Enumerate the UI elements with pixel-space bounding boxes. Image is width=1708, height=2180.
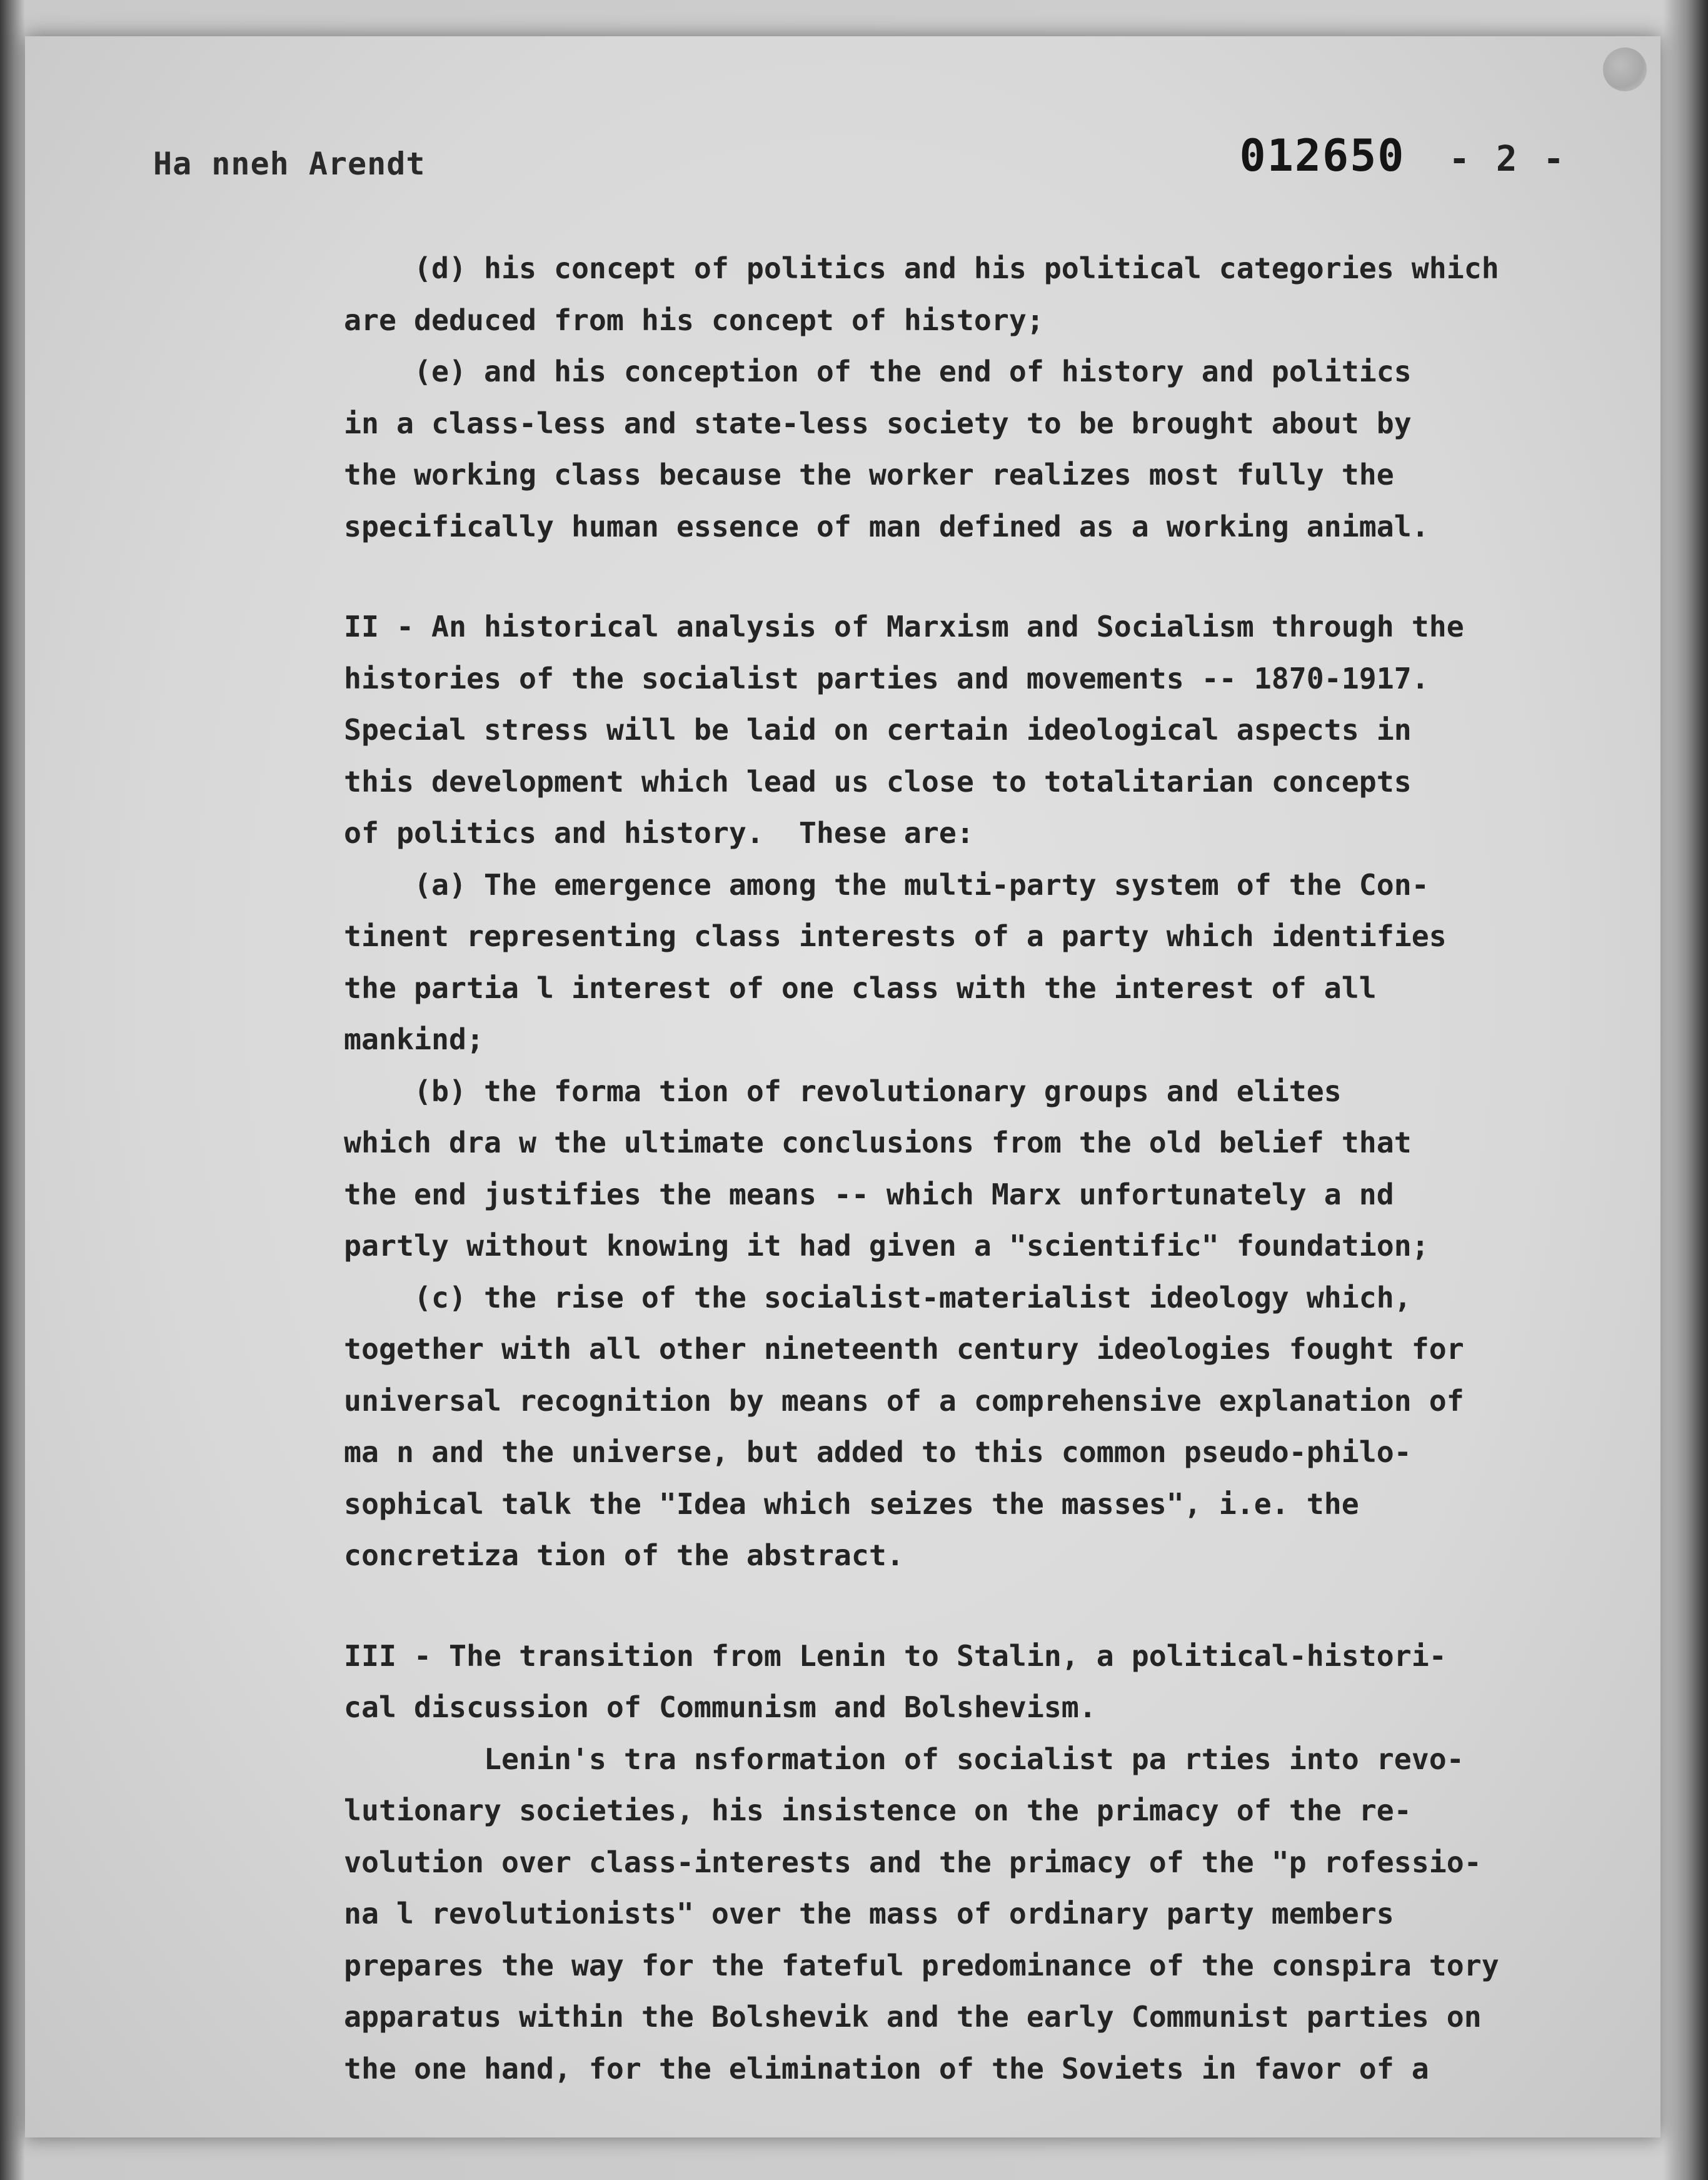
text-line: specifically human essence of man defined as a working animal. [344,509,1429,543]
text-line: partly without knowing it had given a "scientific" foundation; [344,1229,1429,1263]
paragraph-gap [344,552,1657,601]
text-line: the one hand, for the elimination of the Soviets in favor of a [344,2051,1429,2086]
text-line: (a) The emergence among the multi-party system of the Con- [344,867,1429,902]
text-line: concretiza tion of the abstract. [344,1538,904,1572]
text-line: which dra w the ultimate conclusions from the old belief that [344,1126,1412,1159]
text-line: Special stress will be laid on certain ideological aspects in [344,713,1412,747]
paragraph-section-iii [344,1630,1657,2095]
text-line: lutionary societies, his insistence on the primacy of the re- [344,1794,1412,1827]
text-line: sophical talk the "Idea which seizes the masses", i.e. the [344,1486,1359,1521]
text-line: universal recognition by means of a comprehensive explanation of [344,1383,1464,1418]
text-line: the working class because the worker realizes most fully the [344,458,1394,492]
paragraph-section-d-e [344,243,1657,552]
text-line: apparatus within the Bolshevik and the early Communist parties on [344,2000,1482,2034]
paragraph-gap [344,1582,1657,1630]
document-page [25,36,1660,2137]
page-header-right [1240,130,1567,181]
text-line: the end justifies the means -- which Marx unfortunately a nd [344,1177,1394,1211]
text-line: (e) and his conception of the end of history and politics [344,355,1412,388]
document-body [344,243,1657,2094]
text-line: the partia l interest of one class with the interest of all [344,971,1377,1005]
text-line: mankind; [344,1022,484,1056]
text-line: na l revolutionists" over the mass of ordinary party members [344,1897,1394,1930]
page-corner-mark [1603,48,1647,91]
text-line: together with all other nineteenth century ideologies fought for [344,1332,1464,1366]
text-line: of politics and history. These are: [344,816,974,850]
document-number: 012650 [1239,130,1405,181]
text-line: are deduced from his concept of history; [344,303,1044,337]
paragraph-section-ii [344,601,1657,1582]
text-line: (b) the forma tion of revolutionary groups and elites [344,1074,1342,1108]
text-line: this development which lead us close to totalitarian concepts [344,764,1412,799]
text-line: (d) his concept of politics and his political categories which [344,251,1499,285]
author-name: Ha nneh Arendt [153,146,426,182]
text-line: Lenin's tra nsformation of socialist pa rties into revo- [344,1742,1464,1776]
text-line: II - An historical analysis of Marxism and Socialism through the [344,610,1464,643]
text-line: in a class-less and state-less society to be brought about by [344,406,1412,440]
text-line: volution over class-interests and the primacy of the "p rofessio- [344,1845,1482,1879]
text-line: III - The transition from Lenin to Stalin, a political-histori- [344,1638,1447,1673]
text-line: tinent representing class interests of a party which identifies [344,919,1447,953]
text-line: cal discussion of Communism and Bolshevism. [344,1690,1097,1724]
text-line: (c) the rise of the socialist-materialist ideology which, [344,1280,1412,1315]
text-line: histories of the socialist parties and movements -- 1870-1917. [344,661,1429,695]
page-number: - 2 - [1449,139,1567,179]
text-line: ma n and the universe, but added to this common pseudo-philo- [344,1435,1412,1469]
text-line: prepares the way for the fateful predominance of the conspira tory [344,1948,1499,1982]
